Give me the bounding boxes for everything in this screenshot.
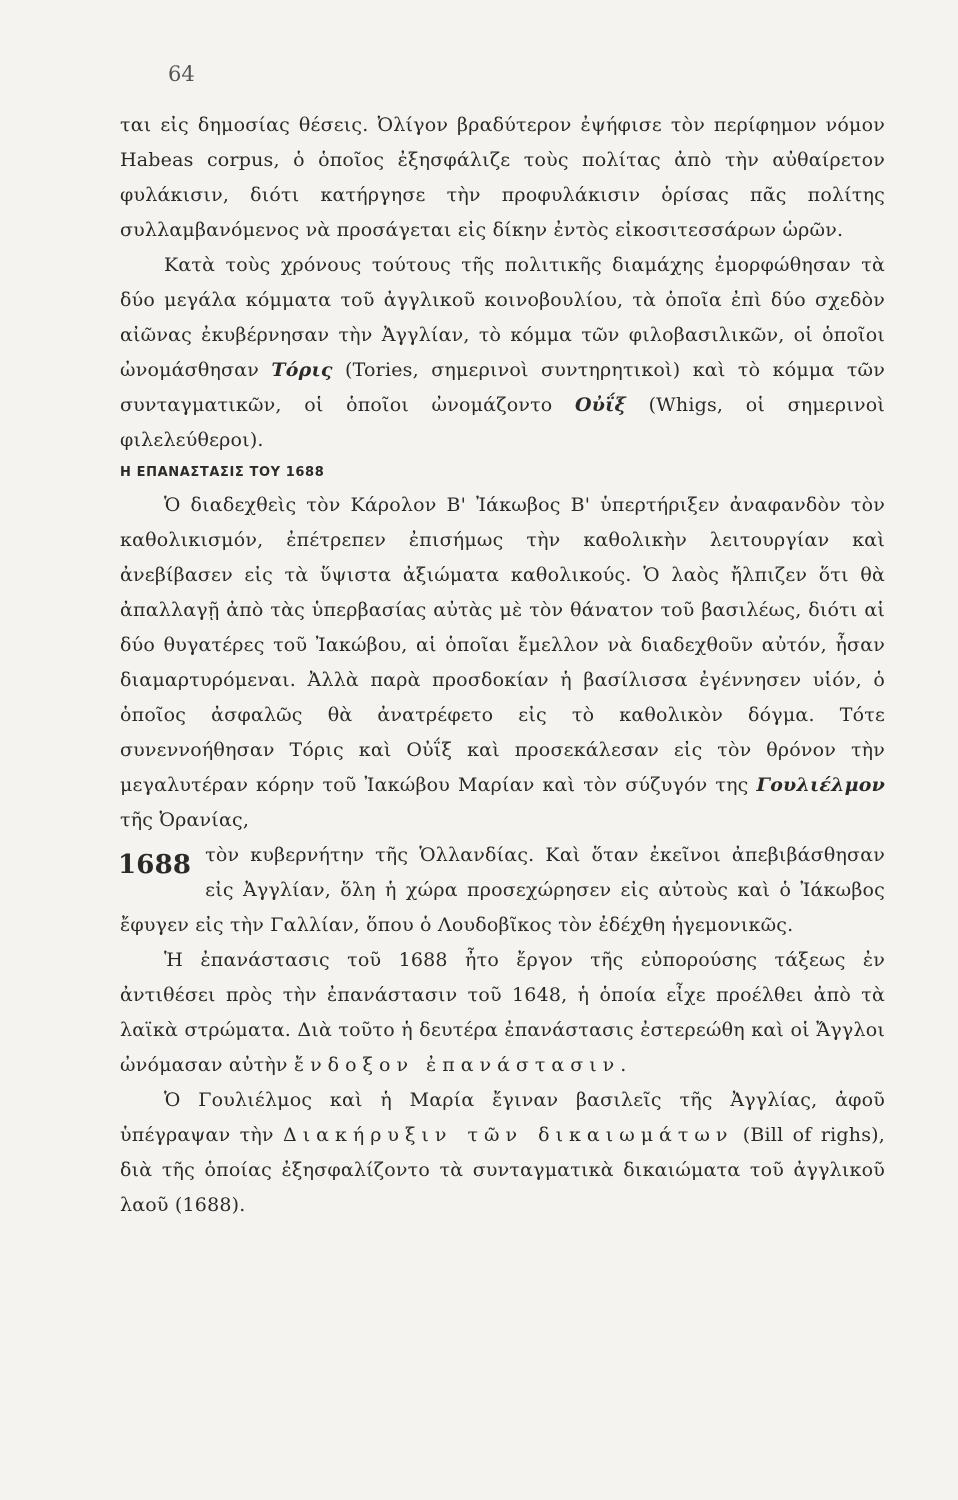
spaced-glorious-revolution: ἔνδοξον ἐπανάστασιν xyxy=(293,1054,621,1076)
paragraph-3: Ὁ διαδεχθεὶς τὸν Κάρολον Β' Ἰάκωβος Β' ὑπερτήριξεν ἀναφανδὸν τὸν καθολικισμόν, ἐπέτρεπεν ἐπισήμως τὴν καθολικὴν λειτουργίαν καὶ ἀνεβίβασεν εἰς τὰ ὕψιστα ἀξιώματα καθολικούς. Ὁ λαὸς ἤλπιζεν ὅτι θὰ ἀπαλλαγῇ ἀπὸ τὰς ὑπερβασίας αὐτὰς μὲ τὸν θάνατον τοῦ βασιλέως, διότι αἱ δύο θυγατέρες τοῦ Ἰακώβου, αἱ ὁποῖαι ἔμελλον νὰ διαδεχθοῦν αὐτόν, ἦσαν διαμαρτυρόμεναι. Ἀλλὰ παρὰ προσδοκίαν ἡ βασίλισσα ἐγέννησεν υἱόν, ὁ ὁποῖος ἀσφαλῶς θὰ ἀνατρέφετο εἰς τὸ καθολικὸν δόγμα. Τότε συνεννοήθησαν Τόρις καὶ Οὐΐξ καὶ προσεκάλεσαν εἰς τὸν θρόνον τὴν μεγαλυτέραν κόρην τοῦ Ἰακώβου Μαρίαν καὶ τὸν σύζυγόν της Γουλιέλμον τῆς Ὀρανίας, xyxy=(120,494,885,831)
paragraph-2: Κατὰ τοὺς χρόνους τούτους τῆς πολιτικῆς διαμάχης ἐμορφώθησαν τὰ δύο μεγάλα κόμματα τοῦ ἀγγλικοῦ κοινοβουλίου, τὰ ὁποῖα ἐπὶ δύο σχεδὸν αἰῶνας ἐκυβέρνησαν τὴν Ἀγγλίαν, τὸ κόμμα τῶν φιλοβασιλικῶν, οἱ ὁποῖοι ὠνομάσθησαν Τόρις (Tories, σημερινοὶ συντηρητικοὶ) καὶ τὸ κόμμα τῶν συνταγματικῶν, οἱ ὁποῖοι ὠνομάζοντο Οὐΐξ (Whigs, οἱ σημερινοὶ φιλελεύθεροι). xyxy=(120,254,885,451)
page-number: 64 xyxy=(168,62,195,86)
emphasis-whigs: Οὐΐξ xyxy=(575,394,626,416)
paragraph-1: ται εἰς δημοσίας θέσεις. Ὀλίγον βραδύτερον ἐψήφισε τὸν περίφημον νόμον Habeas corpus, ὁ ὁποῖος ἐξησφάλιζε τοὺς πολίτας ἀπὸ τὴν αὐθαίρετον φυλάκισιν, διότι κατήργησε τὴν προφυλάκισιν ὁρίσας πᾶς πολίτης συλλαμβανόμενος νὰ προσάγεται εἰς δίκην ἐντὸς εἰκοσιτεσσάρων ὡρῶν. xyxy=(120,114,885,241)
margin-year: 1688 xyxy=(118,850,192,880)
emphasis-tories: Τόρις xyxy=(271,359,333,381)
emphasis-william: Γουλιέλμον xyxy=(756,774,885,796)
spaced-declaration-of-rights: Διακήρυξιν τῶν δικαιωμάτων xyxy=(282,1124,734,1146)
paragraph-4: 1688 τὸν κυβερνήτην τῆς Ὁλλανδίας. Καὶ ὅταν ἐκεῖνοι ἀπεβιβάσθησαν εἰς Ἀγγλίαν, ὅλη ἡ χώρα προσεχώρησεν εἰς αὐτοὺς καὶ ὁ Ἰάκωβος ἔφυγεν εἰς τὴν Γαλλίαν, ὅπου ὁ Λουδοβῖκος τὸν ἐδέχθη ἡγεμονικῶς. xyxy=(118,844,885,936)
section-heading: Η ΕΠΑΝΑΣΤΑΣΙΣ ΤΟΥ 1688 xyxy=(120,465,325,480)
paragraph-5: Ἡ ἐπανάστασις τοῦ 1688 ἦτο ἔργον τῆς εὐπορούσης τάξεως ἐν ἀντιθέσει πρὸς τὴν ἐπανάστασιν τοῦ 1648, ἡ ὁποία εἶχε προέλθει ἀπὸ τὰ λαϊκὰ στρώματα. Διὰ τοῦτο ἡ δευτέρα ἐπανάστασις ἐστερεώθη καὶ οἱ Ἄγγλοι ὠνόμασαν αὐτὴν ἔνδοξον ἐπανάστασιν. xyxy=(120,949,885,1076)
paragraph-6: Ὁ Γουλιέλμος καὶ ἡ Μαρία ἔγιναν βασιλεῖς τῆς Ἀγγλίας, ἀφοῦ ὑπέγραψαν τὴν Διακήρυξιν τῶν δικαιωμάτων (Bill of righs), διὰ τῆς ὁποίας ἐξησφαλίζοντο τὰ συνταγματικὰ δικαιώματα τοῦ ἀγγλικοῦ λαοῦ (1688). xyxy=(120,1089,885,1216)
body-text xyxy=(120,108,885,1223)
